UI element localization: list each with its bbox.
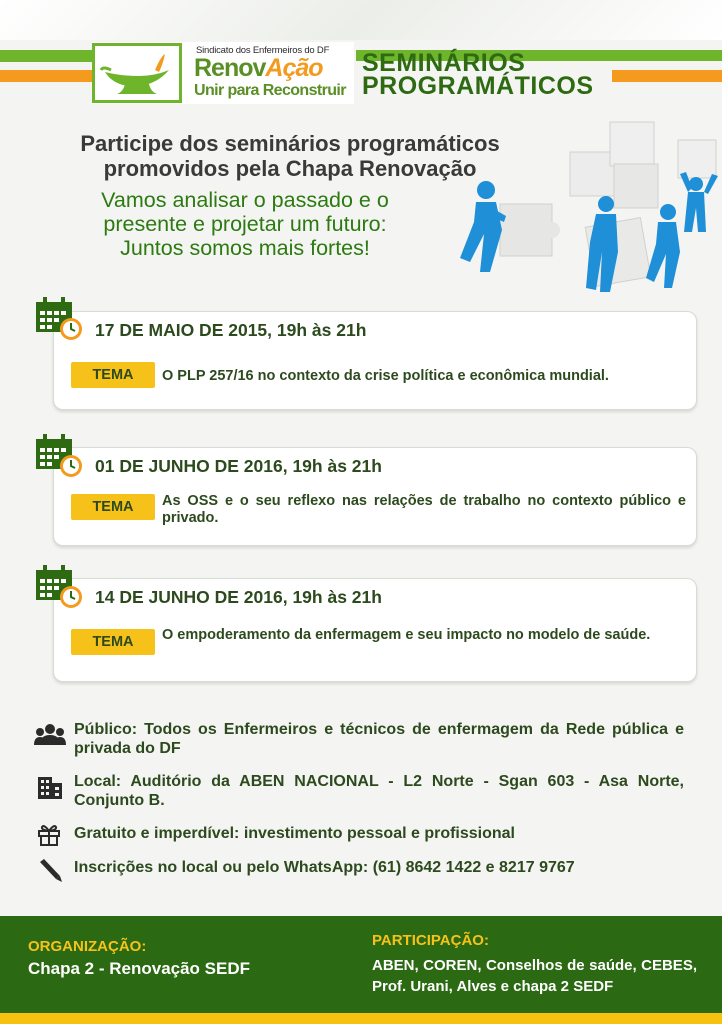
organizacao-value: Chapa 2 - Renovação SEDF	[28, 959, 251, 978]
info-local	[34, 772, 684, 812]
header-stripe-orange-left	[0, 70, 92, 82]
logo-title-part2: Ação	[265, 54, 323, 82]
participacao-label: PARTICIPAÇÃO:	[372, 932, 489, 949]
page-title-line1: SEMINÁRIOS	[362, 49, 526, 77]
tema-text-3: O empoderamento da enfermagem e seu impacto no modelo de saúde.	[162, 627, 651, 643]
page-title-line2: PROGRAMÁTICOS	[362, 72, 594, 100]
header-stripe-green-left	[0, 50, 92, 62]
tema-badge-2: TEMA	[71, 494, 155, 520]
info-local-text: Local: Auditório da ABEN NACIONAL - L2 Norte - Sgan 603 - Asa Norte, Conjunto B.	[74, 773, 684, 809]
logo-title	[194, 55, 323, 81]
participacao-value: ABEN, COREN, Conselhos de saúde, CEBES, Prof. Urani, Alves e chapa 2 SEDF	[372, 957, 697, 995]
intro-body	[64, 188, 426, 260]
intro-heading-line1: Participe dos seminários programáticos	[80, 131, 500, 156]
logo-title-part1: Renov	[194, 54, 266, 82]
page-title	[362, 49, 594, 100]
intro-body-line2: presente e projetar um futuro:	[103, 212, 387, 236]
event-date-3: 14 DE JUNHO DE 2016, 19h às 21h	[95, 587, 382, 607]
tema-text-1: O PLP 257/16 no contexto da crise política e econômica mundial.	[162, 368, 609, 384]
info-inscricoes	[34, 858, 684, 880]
calendar-clock-icon	[34, 564, 86, 610]
tema-badge-3: TEMA	[71, 629, 155, 655]
people-icon	[34, 723, 66, 747]
logo-small-text: Sindicato dos Enfermeiros do DF	[196, 45, 330, 56]
pencil-icon	[34, 858, 66, 882]
header-stripe-orange-right	[612, 70, 722, 82]
info-publico	[34, 720, 684, 760]
calendar-clock-icon	[34, 296, 86, 342]
info-publico-text: Público: Todos os Enfermeiros e técnicos de enfermagem da Rede pública e privada do DF	[74, 721, 684, 757]
puzzle-people-illustration	[440, 112, 722, 304]
calendar-clock-icon	[34, 433, 86, 479]
intro-heading-line2: promovidos pela Chapa Renovação	[103, 156, 477, 181]
tema-badge-1: TEMA	[71, 362, 155, 388]
building-icon	[34, 775, 66, 799]
event-date-1: 17 DE MAIO DE 2015, 19h às 21h	[95, 320, 367, 340]
info-inscricoes-text: Inscrições no local ou pelo WhatsApp: (61) 8642 1422 e 8217 9767	[74, 859, 575, 876]
footer-stripe	[0, 1013, 722, 1024]
organizacao-label: ORGANIZAÇÃO:	[28, 938, 147, 955]
intro-body-line1: Vamos analisar o passado e o	[101, 188, 389, 212]
lamp-logo-icon	[92, 43, 182, 103]
event-date-2: 01 DE JUNHO DE 2016, 19h às 21h	[95, 456, 382, 476]
background-pattern	[0, 0, 722, 40]
info-gratuito	[34, 824, 684, 846]
gift-icon	[34, 822, 66, 846]
logo-subtitle: Unir para Reconstruir	[194, 82, 346, 99]
info-gratuito-text: Gratuito e imperdível: investimento pessoal e profissional	[74, 825, 515, 842]
tema-text-2: As OSS e o seu reflexo nas relações de trabalho no contexto público e privado.	[162, 493, 686, 526]
intro-body-line3: Juntos somos mais fortes!	[120, 236, 370, 260]
